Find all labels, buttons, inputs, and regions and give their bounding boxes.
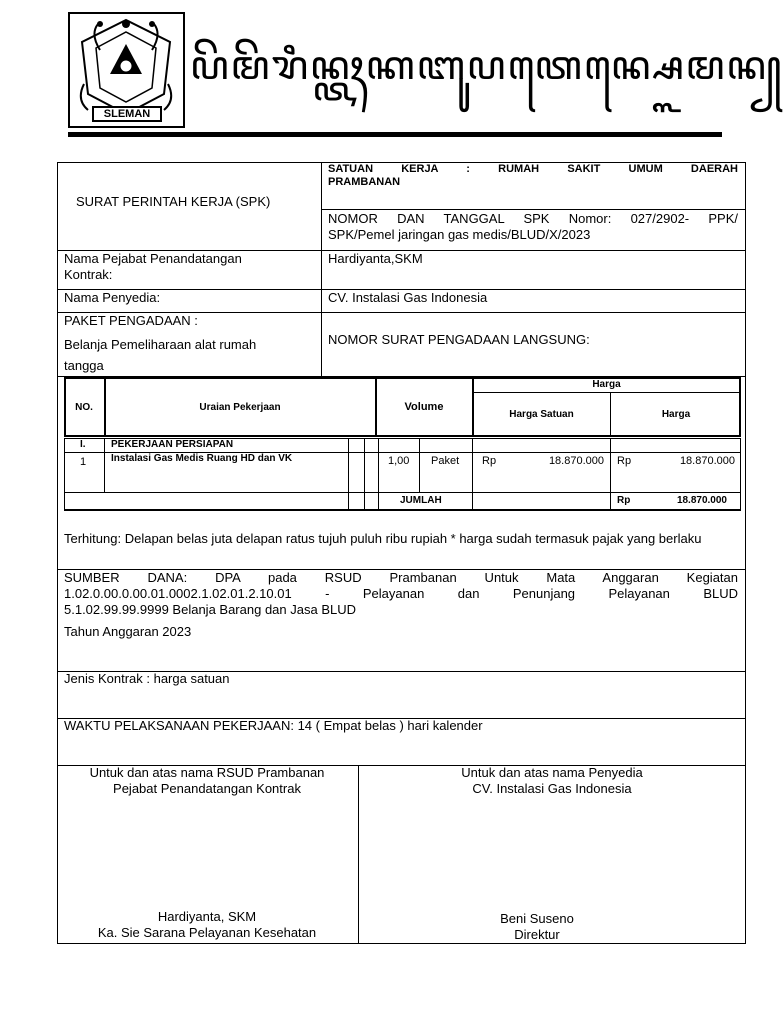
col-harga-satuan-header: Harga Satuan [509,409,574,420]
waktu-pelaksanaan: WAKTU PELAKSANAAN PEKERJAAN: 14 ( Empat belas ) hari kalender [64,718,483,733]
nomor-surat-label: NOMOR SURAT PENGADAAN LANGSUNG: [328,332,590,347]
signature-left-heading: Untuk dan atas nama RSUD Prambanan Pejabat Penandatangan Kontrak [89,765,325,796]
col-uraian-header: Uraian Pekerjaan [199,402,281,413]
row-harga: 18.870.000 [679,455,735,467]
sleman-logo [68,12,185,128]
terbilang-text: Terhitung: Delapan belas juta delapan ratus tujuh puluh ribu rupiah * harga sudah termasuk pajak yang berlaku [64,531,702,546]
row-currency-harga: Rp [617,455,632,467]
col-volume-header: Volume [404,401,444,413]
doc-title: SURAT PERINTAH KERJA (SPK) [76,194,271,209]
row-harga-satuan: 18.870.000 [548,455,604,467]
row-unit: Paket [431,455,460,467]
section-title: PEKERJAAN PERSIAPAN [111,439,234,450]
col-no-header: NO. [75,402,93,413]
paket-label: PAKET PENGADAAN : [64,313,198,328]
paket-value: Belanja Pemeliharaan alat rumah tangga [64,337,257,373]
header-rule [68,132,722,137]
jumlah-currency: Rp [617,495,631,506]
jenis-kontrak: Jenis Kontrak : harga satuan [64,671,230,686]
section-no: I. [80,439,86,450]
sumber-dana: SUMBER DANA: DPA pada RSUD Prambanan Untuk Mata Anggaran Kegiatan 1.02.0.00.0.00.01.0002.1.02.01.2.10.01 - Pelayanan dan Penunjang Pelayanan BLUD 5.1.02.99.99.9999 Belanja Barang dan Jasa BLUD [64,570,738,617]
pejabat-label: Nama Pejabat Penandatangan Kontrak: [64,251,242,282]
jumlah-label: JUMLAH [400,495,442,506]
signature-right-heading: Untuk dan atas nama Penyedia CV. Instalasi Gas Indonesia [461,765,643,796]
col-harga-group-header: Harga [592,379,621,390]
tahun-anggaran: Tahun Anggaran 2023 [64,624,192,639]
row-volume: 1,00 [388,455,410,467]
penyedia-value: CV. Instalasi Gas Indonesia [328,290,488,305]
satuan-kerja: SATUAN KERJA : RUMAH SAKIT UMUM DAERAH PRAMBANAN [328,163,738,188]
col-harga-header: Harga [661,409,691,420]
nomor-spk: NOMOR DAN TANGGAL SPK Nomor: 027/2902- PPK/ SPK/Pemel jaringan gas medis/BLUD/X/2023 [328,211,738,242]
javanese-script-banner: ꦥꦼꦩꦼꦫꦶꦤ꧀ꦠꦃꦏꦧꦸꦥꦠꦺꦤ꧀ꦱ꧀ꦭꦺꦩꦤ꧀ [190,43,783,89]
penyedia-label: Nama Penyedia: [64,290,161,305]
logo-banner: SLEMAN [92,106,162,122]
row-currency-satuan: Rp [482,455,497,467]
signature-left-name: Hardiyanta, SKM Ka. Sie Sarana Pelayanan Kesehatan [97,909,317,940]
row-uraian: Instalasi Gas Medis Ruang HD dan VK [111,453,293,464]
signature-right-name: Beni Suseno Direktur [500,911,574,942]
jumlah-value: 18.870.000 [676,495,727,506]
pejabat-value: Hardiyanta,SKM [328,251,423,266]
header [0,0,783,140]
title-divider [321,162,322,376]
row-no: 1 [80,456,87,468]
